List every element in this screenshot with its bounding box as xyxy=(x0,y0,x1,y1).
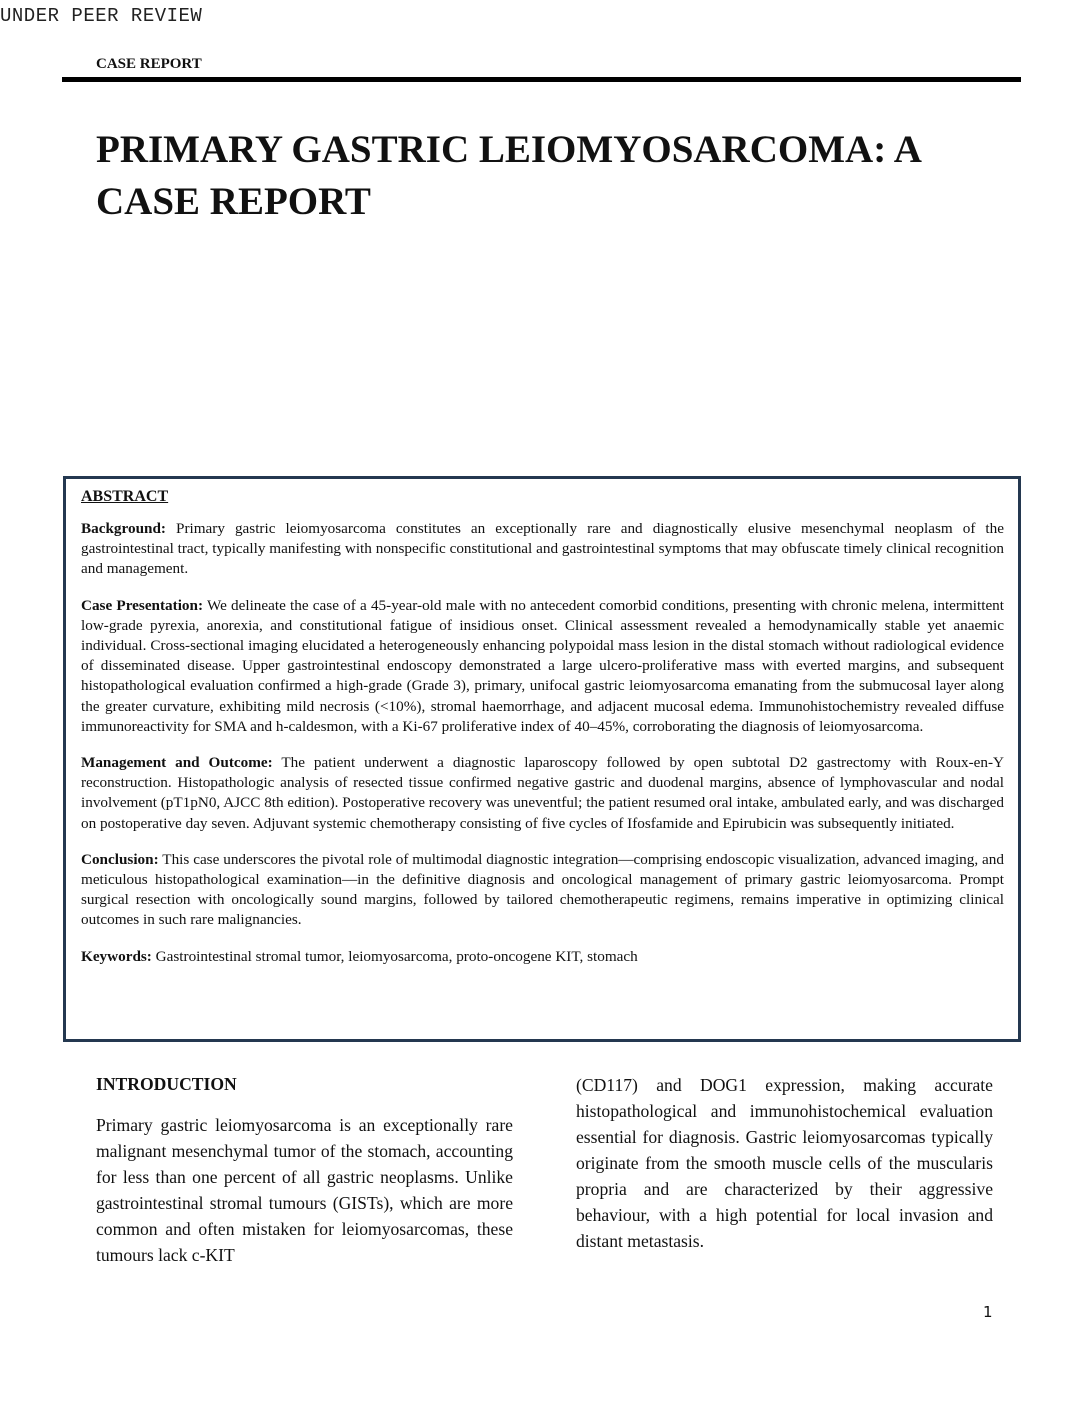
abstract-box xyxy=(63,476,1021,1042)
abstract-label: Conclusion: xyxy=(81,850,159,868)
page-number: 1 xyxy=(983,1303,993,1321)
introduction-paragraph-continued: (CD117) and DOG1 expression, making accurate histopathological and immunohistochemical evaluation essential for diagnosis. Gastric leiomyosarcomas typically originate from the smooth muscle cells of the muscularis propria and are characterized by their aggressive behaviour, with a high potential for local invasion and distant metastasis. xyxy=(576,1075,993,1251)
introduction-column-right xyxy=(576,1072,993,1254)
abstract-case-presentation xyxy=(81,596,1004,737)
watermark-under-peer-review: UNDER PEER REVIEW xyxy=(0,5,203,27)
introduction-paragraph: Primary gastric leiomyosarcoma is an exceptionally rare malignant mesenchymal tumor of the stomach, accounting for less than one percent of all gastric neoplasms. Unlike gastrointestinal stromal tumours (GISTs), which are more common and often mistaken for leiomyosarcomas, these tumours lack c-KIT xyxy=(96,1115,513,1265)
abstract-keywords xyxy=(81,947,1004,967)
header-rule-divider xyxy=(62,77,1021,82)
abstract-heading: ABSTRACT xyxy=(81,488,169,505)
introduction-column-left xyxy=(96,1072,513,1268)
abstract-text: This case underscores the pivotal role of multimodal diagnostic integration—comprising endoscopic visualization, advanced imaging, and meticulous histopathological examination—in the definitive diagnosis and oncological management of primary gastric leiomyosarcoma. Prompt surgical resection with oncologically sound margins, followed by tailored chemotherapeutic regimens, remains imperative in optimizing clinical outcomes in such rare malignancies. xyxy=(81,850,1004,929)
abstract-management-outcome xyxy=(81,753,1004,834)
abstract-label: Background: xyxy=(81,520,166,537)
abstract-text: The patient underwent a diagnostic laparoscopy followed by open subtotal D2 gastrectomy with Roux-en-Y reconstruction. Histopathologic analysis of resected tissue confirmed negative gastric and duodenal margins, absence of lymphovascular and nodal involvement (pT1pN0, AJCC 8th edition). Postoperative recovery was uneventful; the patient resumed oral intake, ambulated early, and was discharged on postoperative day seven. Adjuvant systemic chemotherapy consisting of five cycles of Ifosfamide and Epirubicin was subsequently initiated. xyxy=(81,754,1004,832)
abstract-text: Primary gastric leiomyosarcoma constitutes an exceptionally rare and diagnostically elusive mesenchymal neoplasm of the gastrointestinal tract, typically manifesting with nonspecific constitutional and gastrointestinal symptoms that may obfuscate timely clinical recognition and management. xyxy=(81,520,1004,578)
paper-title: PRIMARY GASTRIC LEIOMYOSARCOMA: A CASE REPORT xyxy=(96,128,920,223)
abstract-text: We delineate the case of a 45-year-old male with no antecedent comorbid conditions, presenting with chronic melena, intermittent low-grade pyrexia, anorexia, and constitutional fatigue of insidious onset. Clinical assessment revealed a hemodynamically stable yet anaemic individual. Cross-sectional imaging elucidated a heterogeneously enhancing polypoidal mass lesion in the distal stomach without radiological evidence of disseminated disease. Upper gastrointestinal endoscopy demonstrated a large ulcero-proliferative mass with everted margins, and subsequent histopathological evaluation confirmed a high-grade (Grade 3), primary, unifocal gastric leiomyosarcoma emanating from the submucosal layer along the greater curvature, exhibiting mild necrosis (<10%), stromal haemorrhage, and adjacent mucosal edema. Immunohistochemistry revealed diffuse immunoreactivity for SMA and h-caldesmon, with a Ki-67 proliferative index of 40–45%, corroborating the diagnosis of leiomyosarcoma. xyxy=(81,596,1004,735)
abstract-background xyxy=(81,519,1004,580)
abstract-label: Keywords: xyxy=(81,947,152,965)
abstract-text: Gastrointestinal stromal tumor, leiomyosarcoma, proto-oncogene KIT, stomach xyxy=(151,947,638,965)
abstract-label: Case Presentation: xyxy=(81,596,204,614)
abstract-label: Management and Outcome: xyxy=(81,754,273,772)
running-head: CASE REPORT xyxy=(96,56,202,72)
abstract-conclusion xyxy=(81,850,1004,931)
introduction-heading: INTRODUCTION xyxy=(96,1074,237,1094)
